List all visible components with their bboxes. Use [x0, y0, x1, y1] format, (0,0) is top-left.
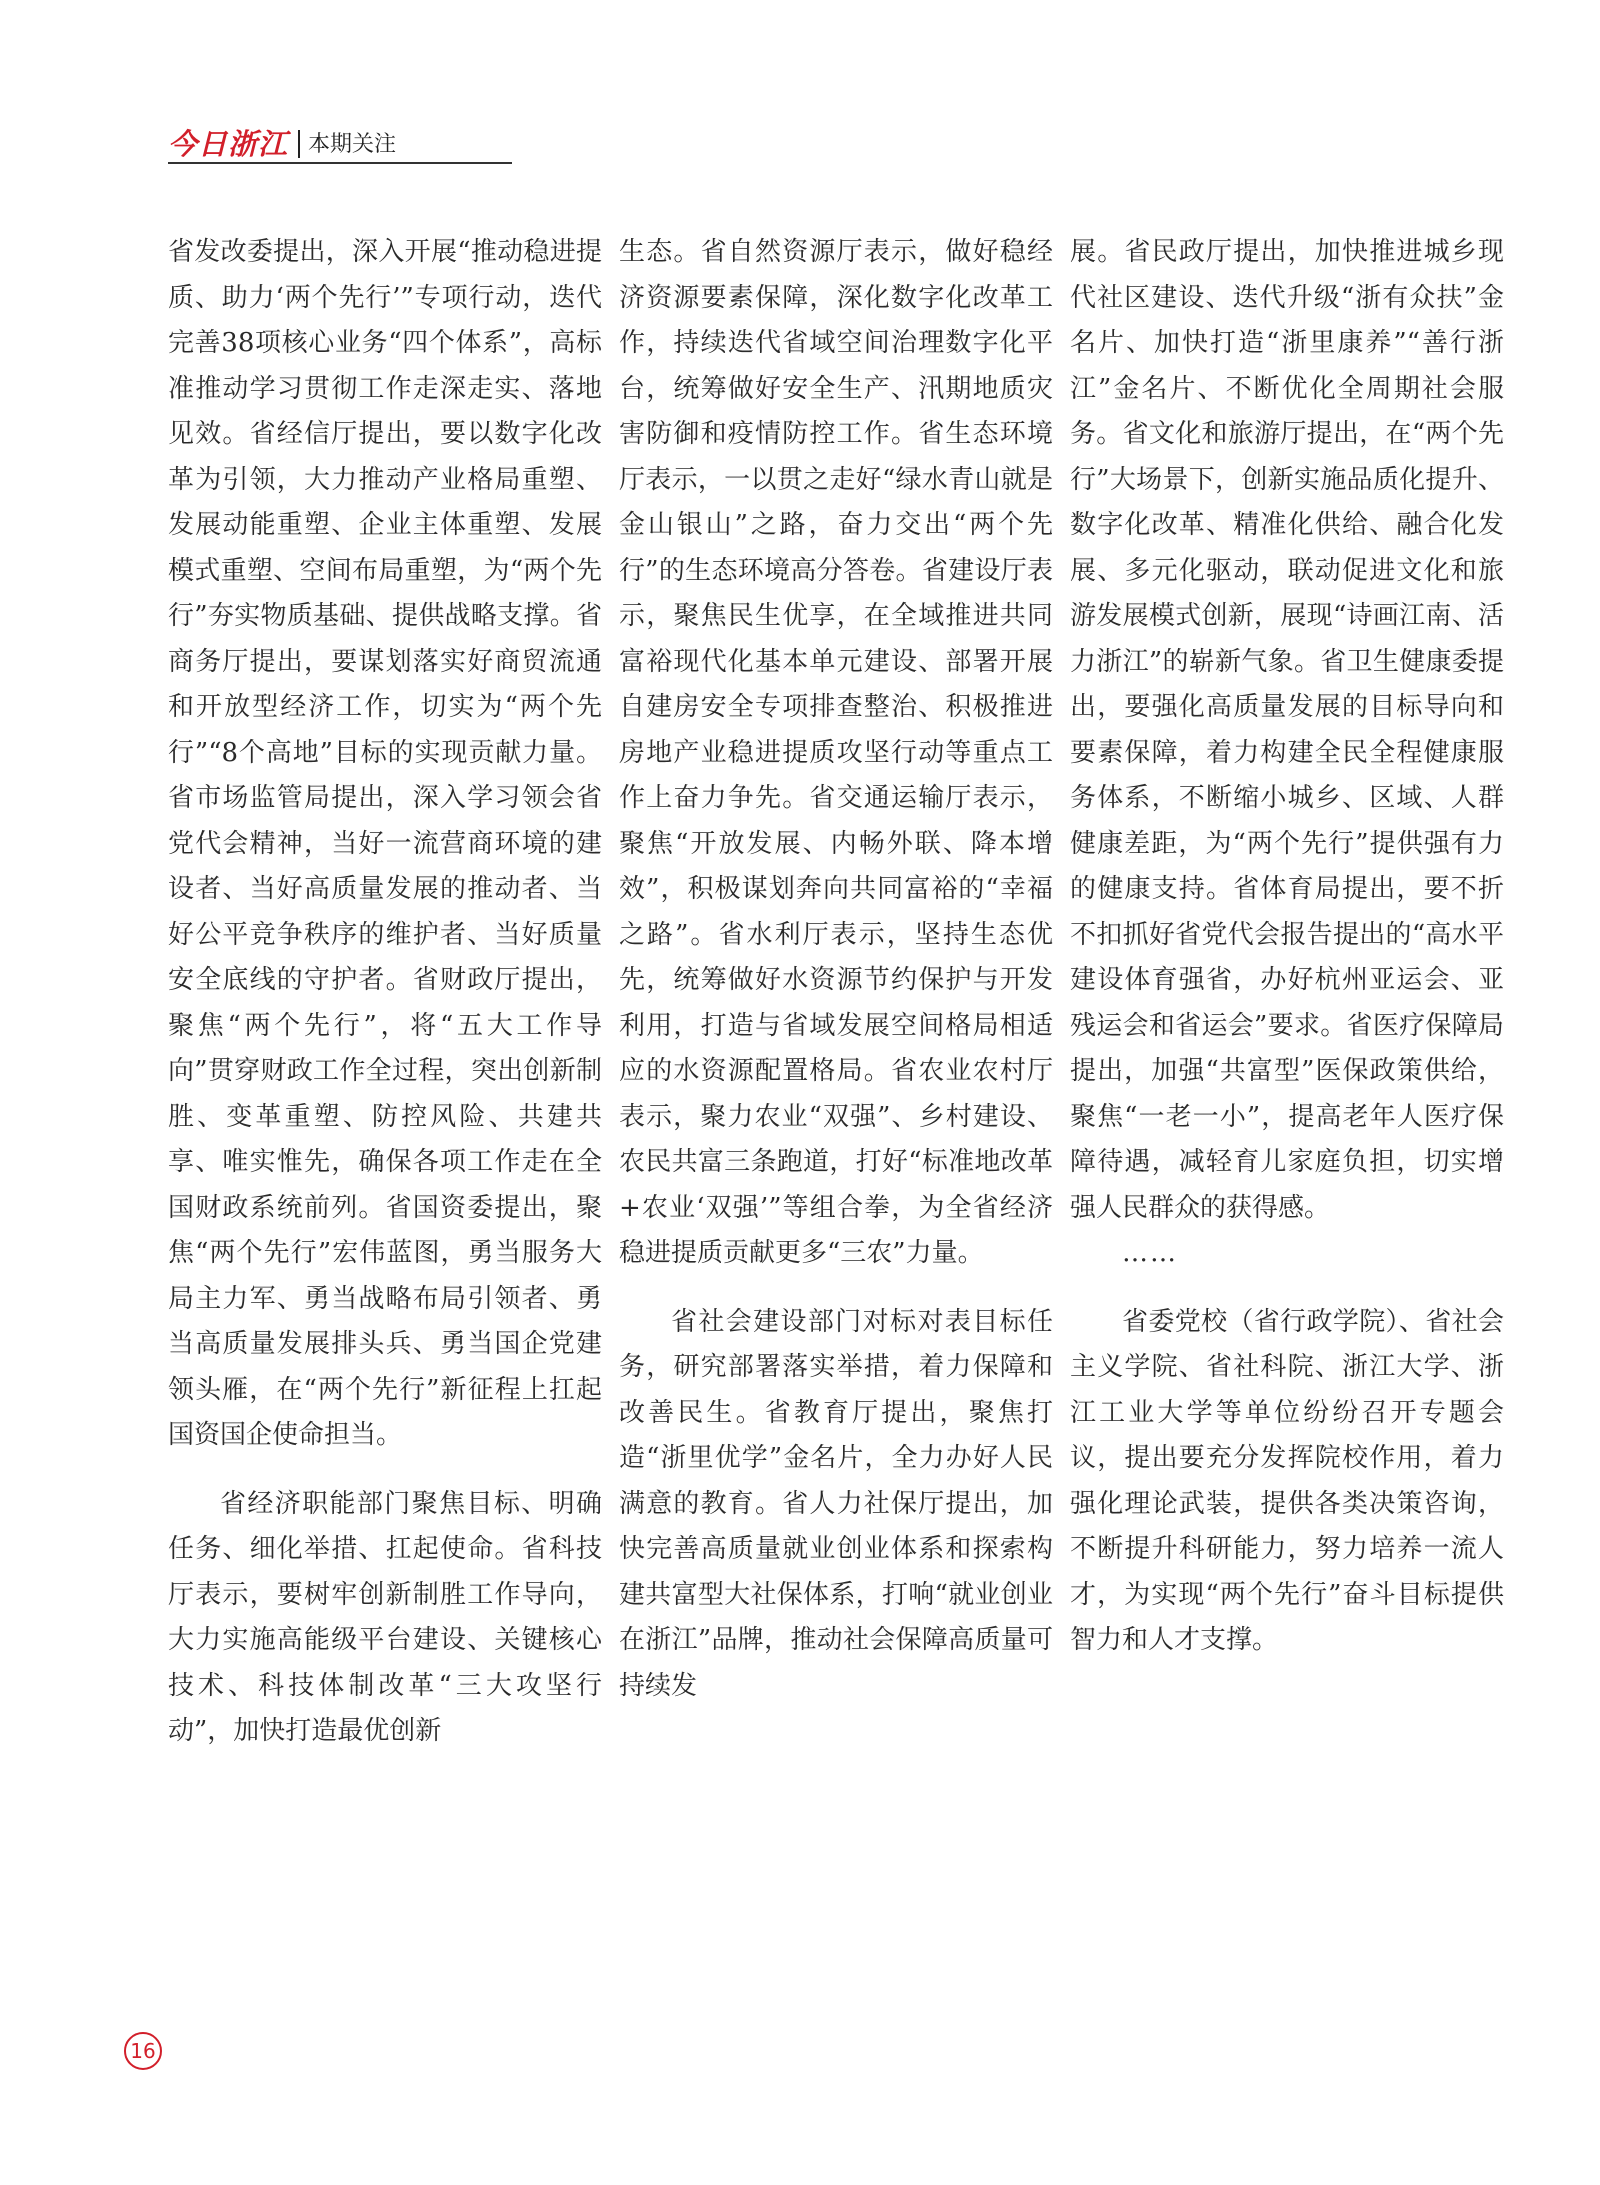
header-rule	[168, 162, 512, 164]
section-label: 本期关注	[308, 132, 397, 157]
paragraph-gap	[1070, 1277, 1504, 1300]
paragraph-gap	[619, 1277, 1053, 1300]
paragraph: 展。省民政厅提出，加快推进城乡现代社区建设、迭代升级“浙有众扶”金名片、加快打造“浙里康养”“善行浙江”金名片、不断优化全周期社会服务。省文化和旅游厅提出，在“两个先行”大场景下，创新实施品质化提升、数字化改革、精准化供给、融合化发展、多元化驱动，联动促进文化和旅游发展模式创新，展现“诗画江南、活力浙江”的崭新气象。省卫生健康委提出，要强化高质量发展的目标导向和要素保障，着力构建全民全程健康服务体系，不断缩小城乡、区域、人群健康差距，为“两个先行”提供强有力的健康支持。省体育局提出，要不折不扣抓好省党代会报告提出的“高水平建设体育强省，办好杭州亚运会、亚残运会和省运会”要求。省医疗保障局提出，加强“共富型”医保政策供给，聚焦“一老一小”，提高老年人医疗保障待遇，减轻育儿家庭负担，切实增强人民群众的获得感。	[1070, 237, 1504, 1223]
ellipsis-separator: ……	[1122, 1238, 1178, 1268]
paragraph: 省委党校（省行政学院）、省社会主义学院、省社科院、浙江大学、浙江工业大学等单位纷纷召开专题会议，提出要充分发挥院校作用，着力强化理论武装，提供各类决策咨询，不断提升科研能力，努力培养一流人才，为实现“两个先行”奋斗目标提供智力和人才支撑。	[1070, 1306, 1504, 1655]
paragraph: 生态。省自然资源厅表示，做好稳经济资源要素保障，深化数字化改革工作，持续迭代省域空间治理数字化平台，统筹做好安全生产、汛期地质灾害防御和疫情防控工作。省生态环境厅表示，一以贯之走好“绿水青山就是金山银山”之路，奋力交出“两个先行”的生态环境高分答卷。省建设厅表示，聚焦民生优享，在全域推进共同富裕现代化基本单元建设、部署开展自建房安全专项排查整治、积极推进房地产业稳进提质攻坚行动等重点工作上奋力争先。省交通运输厅表示，聚焦“开放发展、内畅外联、降本增效”，积极谋划奔向共同富裕的“幸福之路”。省水利厅表示，坚持生态优先，统筹做好水资源节约保护与开发利用，打造与省域发展空间格局相适应的水资源配置格局。省农业农村厅表示，聚力农业“双强”、乡村建设、农民共富三条跑道，打好“标准地改革+农业‘双强’”等组合拳，为全省经济稳进提质贡献更多“三农”力量。	[619, 237, 1053, 1268]
text-column-3	[1070, 230, 1504, 1664]
publication-logo: 今日浙江	[168, 127, 289, 161]
text-column-1	[168, 230, 602, 1755]
page-number: 16	[124, 2032, 162, 2070]
masthead	[168, 126, 396, 162]
paragraph: 省经济职能部门聚焦目标、明确任务、细化举措、扛起使命。省科技厅表示，要树牢创新制胜工作导向，大力实施高能级平台建设、关键核心技术、科技体制改革“三大攻坚行动”，加快打造最优创新	[168, 1488, 602, 1746]
paragraph: 省发改委提出，深入开展“推动稳进提质、助力‘两个先行’”专项行动，迭代完善38项核心业务“四个体系”，高标准推动学习贯彻工作走深走实、落地见效。省经信厅提出，要以数字化改革为引领，大力推动产业格局重塑、发展动能重塑、企业主体重塑、发展模式重塑、空间布局重塑，为“两个先行”夯实物质基础、提供战略支撑。省商务厅提出，要谋划落实好商贸流通和开放型经济工作，切实为“两个先行”“8个高地”目标的实现贡献力量。省市场监管局提出，深入学习领会省党代会精神，当好一流营商环境的建设者、当好高质量发展的推动者、当好公平竞争秩序的维护者、当好质量安全底线的守护者。省财政厅提出，聚焦“两个先行”，将“五大工作导向”贯穿财政工作全过程，突出创新制胜、变革重塑、防控风险、共建共享、唯实惟先，确保各项工作走在全国财政系统前列。省国资委提出，聚焦“两个先行”宏伟蓝图，勇当服务大局主力军、勇当战略布局引领者、勇当高质量发展排头兵、勇当国企党建领头雁，在“两个先行”新征程上扛起国资国企使命担当。	[168, 237, 602, 1450]
paragraph-gap	[168, 1459, 602, 1482]
text-column-2	[619, 230, 1053, 1709]
paragraph: 省社会建设部门对标对表目标任务，研究部署落实举措，着力保障和改善民生。省教育厅提出，聚焦打造“浙里优学”金名片，全力办好人民满意的教育。省人力社保厅提出，加快完善高质量就业创业体系和探索构建共富型大社保体系，打响“就业创业在浙江”品牌，推动社会保障高质量可持续发	[619, 1306, 1053, 1701]
masthead-divider	[298, 130, 300, 158]
